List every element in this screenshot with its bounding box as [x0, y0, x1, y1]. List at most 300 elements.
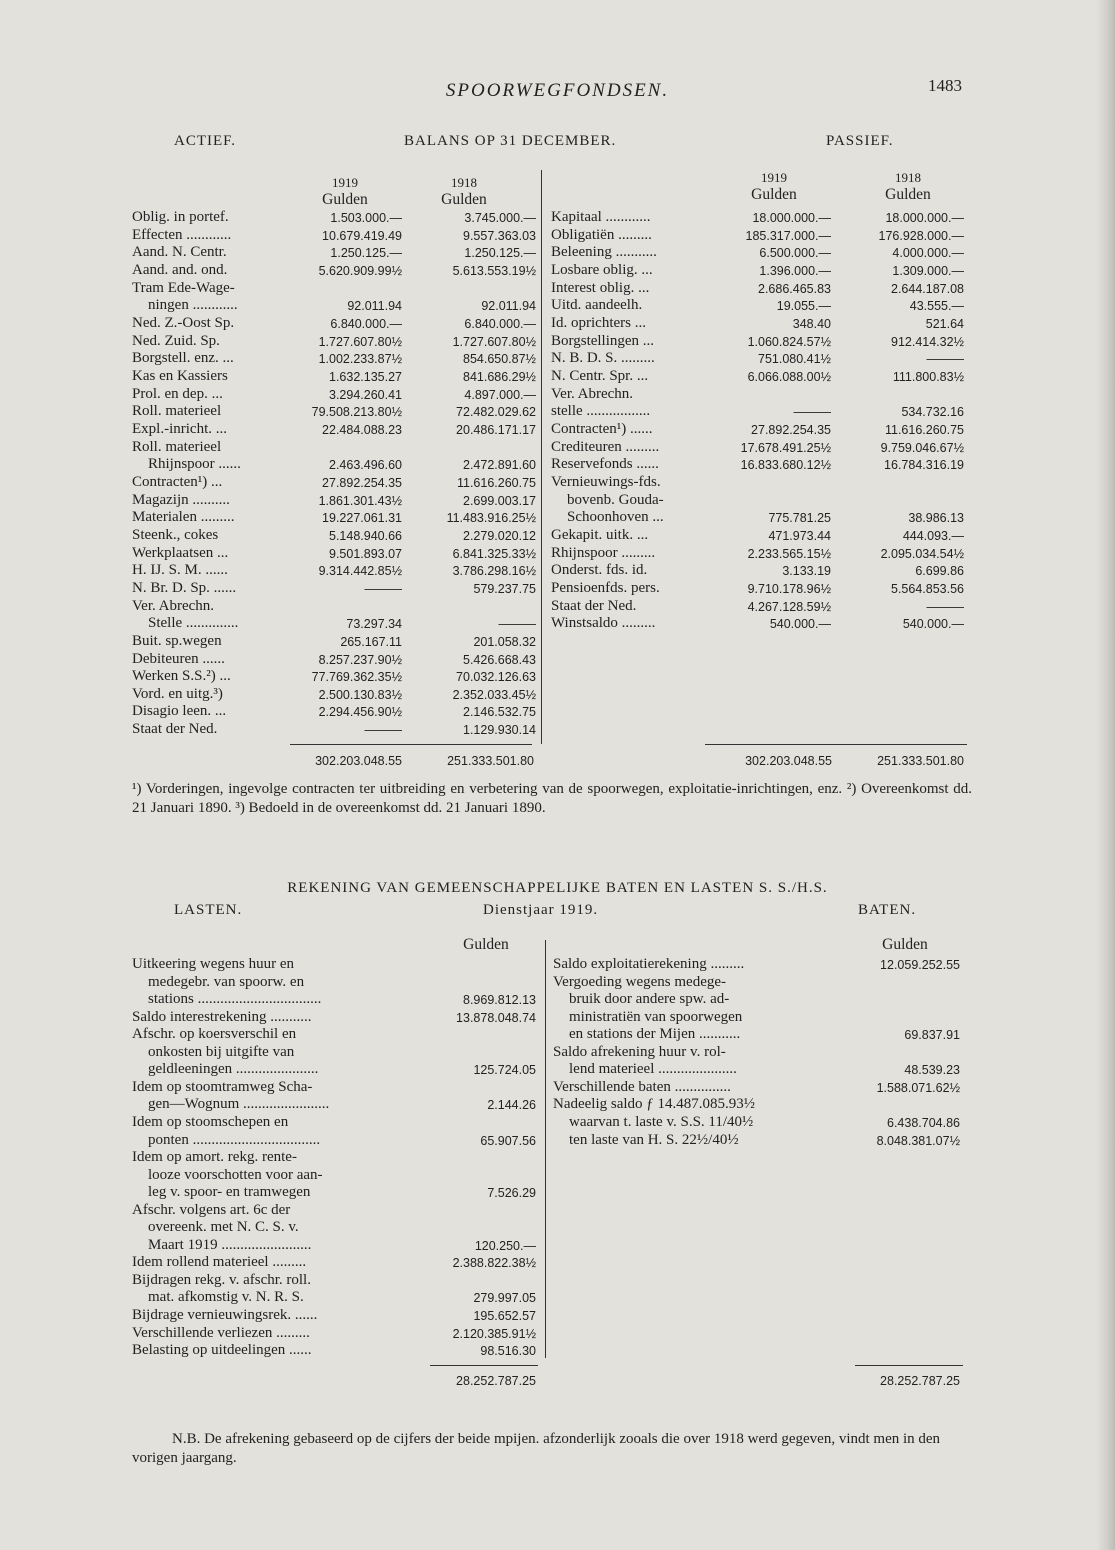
baten-label: Verschillende baten ...............: [553, 1078, 731, 1095]
passief-value-1918: 912.414.32½: [891, 334, 964, 349]
actief-value-1919: 1.002.233.87½: [318, 352, 402, 367]
actief-label: Roll. materieel: [132, 438, 222, 455]
actief-row: [132, 456, 537, 473]
lasten-label: geldleeningen ......................: [148, 1061, 319, 1078]
passief-label: stelle .................: [551, 403, 651, 420]
passief-row: [551, 244, 966, 261]
actief-row: [132, 227, 537, 244]
passief-value-1919: 540.000.—: [769, 617, 831, 632]
baten-row: [553, 991, 963, 1008]
actief-row: [132, 527, 537, 544]
actief-value-1918: 6.841.325.33½: [452, 546, 536, 561]
baten-value: 8.048.381.07½: [876, 1133, 960, 1148]
passief-row: [551, 492, 966, 509]
lasten-label: ponten ..................................: [148, 1131, 321, 1148]
dienstjaar-heading: Dienstjaar 1919.: [483, 902, 599, 918]
actief-value-1919: 2.463.496.60: [329, 458, 402, 473]
passief-label: Gekapit. uitk. ...: [551, 526, 649, 543]
passief-row: [551, 615, 966, 632]
actief-label: Buit. sp.wegen: [132, 632, 222, 649]
page-edge: [1097, 0, 1115, 1550]
passief-value-1918: 38.986.13: [908, 511, 964, 526]
actief-label: Magazijn ..........: [132, 491, 230, 508]
actief-label: Effecten ............: [132, 226, 232, 243]
actief-label: Tram Ede-Wage-: [132, 279, 235, 296]
passief-row: [551, 315, 966, 332]
actief-value-1919: 2.294.456.90½: [318, 705, 402, 720]
actief-value-1919: 1.727.607.80½: [318, 334, 402, 349]
passief-value-1918: 18.000.000.—: [885, 211, 964, 225]
passief-value-1919: 2.686.465.83: [758, 281, 831, 296]
actief-value-1918: 2.699.003.17: [463, 493, 536, 508]
actief-row: [132, 262, 537, 279]
baten-label: ten laste van H. S. 22½/40½: [569, 1131, 739, 1148]
actief-value-1918: 1.129.930.14: [463, 723, 536, 738]
actief-value-1918: 579.237.75: [473, 581, 536, 596]
lasten-row: [132, 956, 537, 973]
actief-row: [132, 545, 537, 562]
actief-value-1919: 19.227.061.31: [322, 511, 402, 526]
lasten-label: Uitkeering wegens huur en: [132, 956, 295, 972]
passief-value-1918: 444.093.—: [902, 528, 964, 543]
passief-value-1918: 2.644.187.08: [891, 281, 964, 296]
actief-value-1919: 1.503.000.—: [330, 211, 402, 225]
lasten-row: [132, 1325, 537, 1342]
passief-label: Staat der Ned.: [551, 597, 637, 614]
lasten-label: mat. afkomstig v. N. R. S.: [148, 1289, 304, 1306]
passief-value-1919: 18.000.000.—: [752, 211, 831, 225]
passief-value-1919: 751.080.41½: [758, 352, 831, 367]
actief-label: Vord. en uitg.³): [132, 685, 223, 702]
passief-value-1918: 6.699.86: [915, 564, 964, 579]
actief-label: Ned. Z.-Oost Sp.: [132, 314, 235, 331]
baten-label: bruik door andere spw. ad-: [569, 991, 730, 1008]
actief-value-1919: 79.508.213.80½: [311, 405, 402, 420]
actief-value-1918: 6.840.000.—: [464, 316, 536, 331]
actief-value-1918: 3.745.000.—: [464, 211, 536, 225]
actief-value-1919: 1.632.135.27: [329, 369, 402, 384]
actief-value-1918: 9.557.363.03: [463, 228, 536, 243]
passief-value-1918: ———: [926, 352, 964, 367]
actief-value-1918: 1.250.125.—: [464, 246, 536, 261]
passief-value-1918: 111.800.83½: [892, 369, 964, 384]
passief-value-1919: 16.833.680.12½: [740, 458, 831, 473]
baten-value: 48.539.23: [904, 1063, 960, 1078]
passief-label: Crediteuren .........: [551, 438, 660, 455]
lasten-row: [132, 1167, 537, 1184]
actief-value-1919: 92.011.94: [347, 299, 402, 314]
lasten-row: [132, 1237, 537, 1254]
actief-row: [132, 333, 537, 350]
lasten-row: [132, 1202, 537, 1219]
actief-total-1918: 251.333.501.80: [447, 754, 534, 768]
baten-total-rule: [855, 1365, 963, 1366]
actief-value-1919: 2.500.130.83½: [318, 687, 402, 702]
passief-row: [551, 509, 966, 526]
passief-value-1918: 534.732.16: [901, 405, 964, 420]
passief-label: Interest oblig. ...: [551, 279, 650, 296]
lasten-row: [132, 1026, 537, 1043]
lasten-value: 195.652.57: [473, 1309, 536, 1323]
lasten-value: 120.250.—: [474, 1238, 536, 1253]
passief-label: Beleening ...........: [551, 244, 657, 261]
baten-value: 12.059.252.55: [880, 958, 960, 972]
lasten-row: [132, 1272, 537, 1289]
passief-label: Rhijnspoor .........: [551, 544, 656, 561]
actief-value-1919: ———: [364, 581, 402, 596]
lasten-label: Idem op stoomschepen en: [132, 1113, 289, 1130]
actief-label: Borgstell. enz. ...: [132, 350, 234, 367]
actief-value-1918: 2.146.532.75: [463, 705, 536, 720]
lasten-label: Saldo interestrekening ...........: [132, 1008, 312, 1025]
actief-row: [132, 439, 537, 456]
baten-row: [553, 956, 963, 973]
baten-row: [553, 1096, 963, 1113]
actief-label: Kas en Kassiers: [132, 367, 228, 384]
balance-divider: [541, 170, 542, 744]
actief-label: Ned. Zuid. Sp.: [132, 332, 220, 349]
actief-value-1918: 201.058.32: [473, 634, 536, 649]
actief-row: [132, 668, 537, 685]
lasten-label: Idem rollend materieel .........: [132, 1254, 307, 1271]
passief-row: [551, 527, 966, 544]
passief-label: Obligatiën .........: [551, 226, 652, 243]
lasten-row: [132, 1254, 537, 1271]
actief-row: [132, 721, 537, 738]
actief-value-1918: 5.613.553.19½: [452, 263, 536, 278]
actief-label: Prol. en dep. ...: [132, 385, 223, 402]
baten-label: en stations der Mijen ...........: [569, 1026, 741, 1043]
passief-value-1919: 1.396.000.—: [759, 263, 831, 278]
lasten-row: [132, 1079, 537, 1096]
lasten-row: [132, 974, 537, 991]
actief-value-1918: 20.486.171.17: [456, 422, 536, 437]
passief-value-1919: 27.892.254.35: [751, 422, 831, 437]
lasten-row: [132, 1289, 537, 1306]
actief-label: Materialen .........: [132, 509, 235, 526]
actief-value-1919: 5.148.940.66: [329, 528, 402, 543]
actief-row: [132, 598, 537, 615]
lasten-value: 65.907.56: [480, 1133, 536, 1148]
actief-label: Steenk., cokes: [132, 526, 219, 543]
passief-total-rule: [705, 744, 967, 745]
actief-value-1919: 265.167.11: [340, 634, 402, 649]
passief-row: [551, 545, 966, 562]
passief-row: [551, 350, 966, 367]
actief-label: Werken S.S.²) ...: [132, 668, 231, 685]
baten-value: 1.588.071.62½: [876, 1080, 960, 1095]
lasten-label: onkosten bij uitgifte van: [148, 1043, 295, 1060]
passief-value-1918: 1.309.000.—: [892, 263, 964, 278]
actief-label: Roll. materieel: [132, 403, 222, 420]
lasten-value: 7.526.29: [487, 1186, 536, 1201]
lasten-total-rule: [430, 1365, 538, 1366]
baten-row: [553, 1079, 963, 1096]
lasten-value: 2.144.26: [487, 1098, 536, 1113]
actief-row: [132, 633, 537, 650]
baten-label: lend materieel .....................: [569, 1061, 737, 1078]
passief-label: Losbare oblig. ...: [551, 261, 653, 278]
balans-heading: BALANS OP 31 DECEMBER.: [404, 133, 617, 149]
baten-label: Saldo afrekening huur v. rol-: [553, 1043, 726, 1060]
passief-value-1918: 5.564.853.56: [891, 581, 964, 596]
actief-year-1919: 1919: [332, 175, 358, 190]
actief-row: [132, 474, 537, 491]
passief-unit-1919: Gulden: [751, 186, 797, 203]
passief-row: [551, 580, 966, 597]
actief-value-1918: 854.650.87½: [463, 352, 536, 367]
actief-value-1919: 9.501.893.07: [329, 546, 402, 561]
actief-label: Aand. N. Centr.: [132, 244, 227, 261]
actief-label: Debiteuren ......: [132, 650, 225, 667]
actief-value-1918: 11.616.260.75: [456, 475, 536, 490]
actief-year-1918: 1918: [451, 175, 477, 190]
passief-label: Pensioenfds. pers.: [551, 579, 660, 596]
passief-value-1918: 9.759.046.67½: [880, 440, 964, 455]
actief-value-1918: 92.011.94: [481, 299, 536, 314]
page-number: 1483: [928, 76, 962, 95]
lasten-label: Afschr. volgens art. 6c der: [132, 1201, 291, 1218]
lasten-value: 279.997.05: [473, 1291, 536, 1306]
passief-unit-1918: Gulden: [885, 186, 931, 203]
passief-label: N. B. D. S. .........: [551, 350, 655, 367]
actief-row: [132, 686, 537, 703]
passief-value-1919: 775.781.25: [768, 511, 831, 526]
passief-value-1918: 4.000.000.—: [892, 246, 964, 261]
passief-label: Id. oprichters ...: [551, 314, 646, 331]
passief-value-1919: 19.055.—: [776, 299, 831, 314]
actief-label: Oblig. in portef.: [132, 209, 229, 225]
actief-row: [132, 209, 537, 226]
lasten-row: [132, 991, 537, 1008]
actief-value-1919: 73.297.34: [346, 617, 402, 632]
baten-label: Vergoeding wegens medege-: [553, 973, 726, 990]
lasten-label: looze voorschotten voor aan-: [148, 1166, 323, 1183]
baten-total: 28.252.787.25: [880, 1374, 960, 1388]
passief-year-1919: 1919: [761, 170, 787, 185]
passief-label: Uitd. aandeelh.: [551, 297, 643, 314]
lasten-label: Idem op amort. rekg. rente-: [132, 1149, 297, 1166]
passief-value-1919: 471.973.44: [768, 528, 831, 543]
passief-label: Kapitaal ............: [551, 209, 651, 225]
passief-row: [551, 562, 966, 579]
passief-value-1919: ———: [793, 405, 831, 420]
passief-value-1919: 6.066.088.00½: [747, 369, 831, 384]
actief-value-1918: 4.897.000.—: [464, 387, 536, 402]
actief-unit-1919: Gulden: [322, 191, 368, 208]
baten-row: [553, 1061, 963, 1078]
passief-value-1919: 2.233.565.15½: [747, 546, 831, 561]
actief-value-1919: 3.294.260.41: [329, 387, 402, 402]
passief-row: [551, 598, 966, 615]
lasten-row: [132, 1061, 537, 1078]
lasten-value: 2.120.385.91½: [452, 1326, 536, 1341]
lasten-value: 125.724.05: [473, 1063, 536, 1078]
lasten-row: [132, 1149, 537, 1166]
passief-label: Contracten¹) ......: [551, 420, 653, 437]
actief-row: [132, 580, 537, 597]
passief-value-1919: 9.710.178.96½: [747, 581, 831, 596]
lasten-unit: Gulden: [463, 936, 509, 953]
actief-heading: ACTIEF.: [174, 133, 237, 149]
passief-value-1918: 521.64: [925, 316, 964, 331]
passief-label: bovenb. Gouda-: [567, 491, 664, 508]
actief-total-rule: [290, 744, 532, 745]
passief-value-1918: 176.928.000.—: [878, 228, 964, 243]
lasten-label: medegebr. van spoorw. en: [148, 973, 305, 990]
baten-label: ministratiën van spoorwegen: [569, 1008, 743, 1025]
baten-heading: BATEN.: [858, 902, 917, 918]
passief-value-1919: 348.40: [792, 316, 831, 331]
actief-value-1919: 22.484.088.23: [322, 422, 402, 437]
lasten-label: gen—Wognum .......................: [148, 1096, 330, 1113]
actief-value-1918: 70.032.126.63: [456, 670, 536, 685]
actief-value-1918: 5.426.668.43: [463, 652, 536, 667]
lasten-row: [132, 1009, 537, 1026]
passief-row: [551, 386, 966, 403]
passief-label: Schoonhoven ...: [567, 509, 664, 526]
passief-label: N. Centr. Spr. ...: [551, 367, 649, 384]
passief-value-1918: 11.616.260.75: [884, 422, 964, 437]
actief-label: Aand. and. ond.: [132, 261, 228, 278]
actief-value-1918: 841.686.29½: [463, 369, 536, 384]
passief-row: [551, 333, 966, 350]
passief-value-1919: 6.500.000.—: [759, 246, 831, 261]
baten-label: waarvan t. laste v. S.S. 11/40½: [569, 1113, 754, 1130]
lasten-label: overeenk. met N. C. S. v.: [148, 1219, 299, 1236]
passief-label: Winstsaldo .........: [551, 615, 656, 632]
actief-unit-1918: Gulden: [441, 191, 487, 208]
actief-value-1918: 72.482.029.62: [456, 405, 536, 420]
passief-total-1919: 302.203.048.55: [745, 754, 832, 768]
actief-label: Staat der Ned.: [132, 721, 218, 738]
passief-value-1919: 4.267.128.59½: [747, 599, 831, 614]
passief-label: Ver. Abrechn.: [551, 385, 634, 402]
page-title: SPOORWEGFONDSEN.: [445, 80, 670, 101]
baten-value: 6.438.704.86: [887, 1115, 960, 1130]
baten-row: [553, 1114, 963, 1131]
lasten-label: Idem op stoomtramweg Scha-: [132, 1078, 313, 1095]
rekening-divider: [545, 940, 546, 1358]
passief-row: [551, 456, 966, 473]
actief-label: Contracten¹) ...: [132, 473, 223, 490]
lasten-value: 98.516.30: [480, 1344, 536, 1359]
actief-label: Expl.-inricht. ...: [132, 420, 227, 437]
actief-value-1919: 8.257.237.90½: [318, 652, 402, 667]
rekening-title: REKENING VAN GEMEENSCHAPPELIJKE BATEN EN LASTEN S. S./H.S.: [287, 880, 828, 896]
lasten-label: Maart 1919 ........................: [148, 1236, 312, 1253]
baten-row: [553, 1009, 963, 1026]
actief-total-1919: 302.203.048.55: [315, 754, 402, 768]
passief-label: Borgstellingen ...: [551, 332, 655, 349]
actief-value-1919: ———: [364, 723, 402, 738]
actief-value-1919: 6.840.000.—: [330, 316, 402, 331]
actief-row: [132, 350, 537, 367]
baten-row: [553, 1044, 963, 1061]
actief-row: [132, 421, 537, 438]
actief-value-1918: 2.352.033.45½: [452, 687, 536, 702]
lasten-row: [132, 1342, 537, 1359]
lasten-row: [132, 1307, 537, 1324]
passief-row: [551, 262, 966, 279]
passief-row: [551, 227, 966, 244]
actief-label: H. IJ. S. M. ......: [132, 562, 228, 579]
lasten-row: [132, 1132, 537, 1149]
actief-row: [132, 651, 537, 668]
actief-value-1919: 77.769.362.35½: [311, 670, 402, 685]
passief-total-1918: 251.333.501.80: [877, 754, 964, 768]
passief-value-1919: 3.133.19: [782, 564, 831, 579]
lasten-label: leg v. spoor- en tramwegen: [148, 1184, 311, 1201]
lasten-label: Bijdragen rekg. v. afschr. roll.: [132, 1271, 311, 1288]
actief-row: [132, 386, 537, 403]
actief-value-1919: 5.620.909.99½: [318, 263, 402, 278]
passief-row: [551, 368, 966, 385]
passief-value-1919: 185.317.000.—: [745, 228, 831, 243]
actief-row: [132, 244, 537, 261]
passief-value-1918: 2.095.034.54½: [880, 546, 964, 561]
passief-value-1918: 43.555.—: [909, 299, 964, 314]
actief-value-1918: 1.727.607.80½: [452, 334, 536, 349]
lasten-value: 13.878.048.74: [456, 1010, 536, 1025]
actief-value-1919: 27.892.254.35: [322, 475, 402, 490]
actief-value-1919: 1.250.125.—: [330, 246, 402, 261]
actief-row: [132, 492, 537, 509]
lasten-value: 8.969.812.13: [463, 993, 536, 1008]
passief-value-1918: 540.000.—: [902, 617, 964, 632]
actief-row: [132, 509, 537, 526]
actief-row: [132, 368, 537, 385]
passief-value-1919: 1.060.824.57½: [747, 334, 831, 349]
passief-row: [551, 209, 966, 226]
actief-label: N. Br. D. Sp. ......: [132, 579, 237, 596]
actief-row: [132, 297, 537, 314]
passief-label: Reservefonds ......: [551, 456, 659, 473]
actief-value-1918: 3.786.298.16½: [452, 564, 536, 579]
passief-heading: PASSIEF.: [826, 133, 894, 149]
lasten-label: Afschr. op koersverschil en: [132, 1026, 297, 1043]
actief-value-1919: 10.679.419.49: [322, 228, 402, 243]
actief-value-1918: ———: [498, 617, 536, 632]
actief-row: [132, 562, 537, 579]
passief-value-1918: ———: [926, 599, 964, 614]
passief-row: [551, 421, 966, 438]
actief-label: Disagio leen. ...: [132, 703, 227, 720]
passief-value-1919: 17.678.491.25½: [740, 440, 831, 455]
actief-label: Werkplaatsen ...: [132, 544, 229, 561]
lasten-row: [132, 1219, 537, 1236]
baten-unit: Gulden: [882, 936, 928, 953]
actief-row: [132, 315, 537, 332]
actief-row: [132, 703, 537, 720]
lasten-total: 28.252.787.25: [456, 1374, 536, 1388]
lasten-label: Bijdrage vernieuwingsrek. ......: [132, 1307, 318, 1323]
baten-row: [553, 974, 963, 991]
baten-row: [553, 1132, 963, 1149]
baten-row: [553, 1026, 963, 1043]
baten-value: 69.837.91: [904, 1028, 960, 1043]
actief-value-1918: 11.483.916.25½: [446, 511, 536, 526]
lasten-row: [132, 1184, 537, 1201]
actief-row: [132, 403, 537, 420]
lasten-row: [132, 1044, 537, 1061]
actief-value-1918: 2.472.891.60: [463, 458, 536, 473]
passief-row: [551, 474, 966, 491]
passief-value-1918: 16.784.316.19: [884, 458, 964, 473]
nb-note: N.B. De afrekening gebaseerd op de cijfers der beide mpijen. afzonderlijk zooals die over 1918 werd gegeven, vindt men in den vorigen jaargang.: [132, 1431, 941, 1466]
actief-label: ningen ............: [148, 297, 238, 314]
lasten-label: Belasting op uitdeelingen ......: [132, 1342, 312, 1359]
